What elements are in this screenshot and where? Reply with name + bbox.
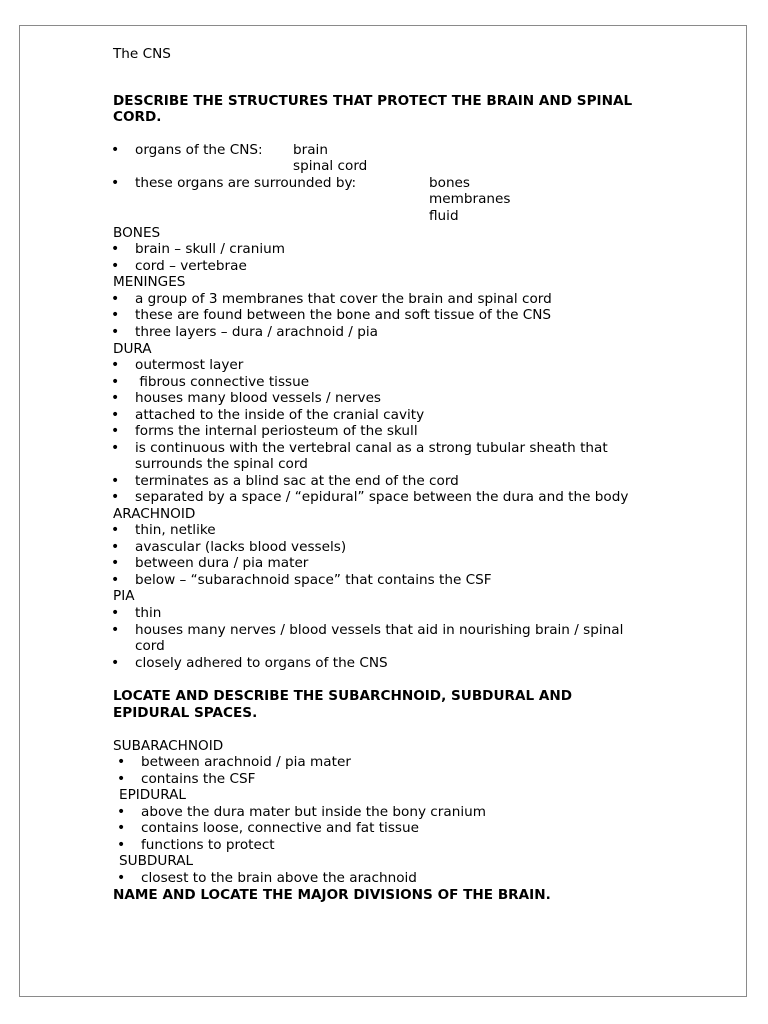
bullet: • bbox=[111, 522, 120, 538]
list-item: forms the internal periosteum of the skull bbox=[135, 423, 418, 439]
list-item: between arachnoid / pia mater bbox=[141, 754, 351, 770]
list-item: these organs are surrounded by: bbox=[135, 175, 357, 191]
bullet: • bbox=[111, 307, 120, 323]
bullet: • bbox=[117, 837, 126, 853]
subheading: SUBDURAL bbox=[119, 853, 194, 869]
bullet: • bbox=[111, 489, 120, 505]
list-item: below – “subarachnoid space” that contains the CSF bbox=[135, 572, 492, 588]
bullet: • bbox=[111, 291, 120, 307]
list-item: fluid bbox=[429, 208, 459, 224]
bullet: • bbox=[111, 655, 120, 671]
bullet: • bbox=[111, 473, 120, 489]
list-item: bones bbox=[429, 175, 471, 191]
bullet: • bbox=[111, 605, 120, 621]
bullet: • bbox=[111, 407, 120, 423]
list-item: above the dura mater but inside the bony cranium bbox=[141, 804, 486, 820]
list-item: fibrous connective tissue bbox=[135, 374, 310, 390]
bullet: • bbox=[111, 142, 120, 158]
section-heading: LOCATE AND DESCRIBE THE SUBARCHNOID, SUBDURAL AND bbox=[113, 688, 573, 704]
subheading: EPIDURAL bbox=[119, 787, 186, 803]
bullet: • bbox=[111, 555, 120, 571]
subheading: DURA bbox=[113, 341, 152, 357]
bullet: • bbox=[111, 440, 120, 456]
bullet: • bbox=[111, 374, 120, 390]
list-item: spinal cord bbox=[293, 158, 368, 174]
list-item: three layers – dura / arachnoid / pia bbox=[135, 324, 378, 340]
list-item: brain bbox=[293, 142, 328, 158]
list-item: cord – vertebrae bbox=[135, 258, 247, 274]
bullet: • bbox=[111, 241, 120, 257]
section-heading: CORD. bbox=[113, 109, 162, 125]
section-heading: NAME AND LOCATE THE MAJOR DIVISIONS OF THE BRAIN. bbox=[113, 887, 551, 903]
bullet: • bbox=[117, 754, 126, 770]
subheading: MENINGES bbox=[113, 274, 186, 290]
bullet: • bbox=[111, 423, 120, 439]
list-item: contains the CSF bbox=[141, 771, 256, 787]
bullet: • bbox=[117, 820, 126, 836]
bullet: • bbox=[111, 572, 120, 588]
bullet: • bbox=[117, 771, 126, 787]
bullet: • bbox=[117, 804, 126, 820]
list-item: thin, netlike bbox=[135, 522, 216, 538]
list-item: functions to protect bbox=[141, 837, 275, 853]
list-item: cord bbox=[135, 638, 165, 654]
list-item: closest to the brain above the arachnoid bbox=[141, 870, 417, 886]
list-item: houses many blood vessels / nerves bbox=[135, 390, 382, 406]
list-item: avascular (lacks blood vessels) bbox=[135, 539, 347, 555]
list-item: between dura / pia mater bbox=[135, 555, 309, 571]
list-item: houses many nerves / blood vessels that aid in nourishing brain / spinal bbox=[135, 622, 624, 638]
bullet: • bbox=[111, 324, 120, 340]
bullet: • bbox=[111, 539, 120, 555]
bullet: • bbox=[111, 622, 120, 638]
list-item: outermost layer bbox=[135, 357, 244, 373]
doc-title: The CNS bbox=[113, 46, 171, 62]
section-heading: EPIDURAL SPACES. bbox=[113, 705, 258, 721]
list-item: a group of 3 membranes that cover the brain and spinal cord bbox=[135, 291, 552, 307]
list-item: brain – skull / cranium bbox=[135, 241, 285, 257]
subheading: PIA bbox=[113, 588, 135, 604]
list-item: contains loose, connective and fat tissue bbox=[141, 820, 419, 836]
list-item: membranes bbox=[429, 191, 511, 207]
subheading: SUBARACHNOID bbox=[113, 738, 224, 754]
subheading: ARACHNOID bbox=[113, 506, 196, 522]
list-item: is continuous with the vertebral canal as a strong tubular sheath that bbox=[135, 440, 608, 456]
list-item: closely adhered to organs of the CNS bbox=[135, 655, 388, 671]
list-item: thin bbox=[135, 605, 162, 621]
list-item: terminates as a blind sac at the end of the cord bbox=[135, 473, 459, 489]
bullet: • bbox=[111, 258, 120, 274]
list-item: separated by a space / “epidural” space between the dura and the body bbox=[135, 489, 629, 505]
list-item: organs of the CNS: bbox=[135, 142, 263, 158]
section-heading: DESCRIBE THE STRUCTURES THAT PROTECT THE BRAIN AND SPINAL bbox=[113, 93, 633, 109]
list-item: these are found between the bone and soft tissue of the CNS bbox=[135, 307, 552, 323]
subheading: BONES bbox=[113, 225, 161, 241]
bullet: • bbox=[117, 870, 126, 886]
list-item: attached to the inside of the cranial cavity bbox=[135, 407, 425, 423]
list-item: surrounds the spinal cord bbox=[135, 456, 308, 472]
bullet: • bbox=[111, 357, 120, 373]
bullet: • bbox=[111, 390, 120, 406]
bullet: • bbox=[111, 175, 120, 191]
